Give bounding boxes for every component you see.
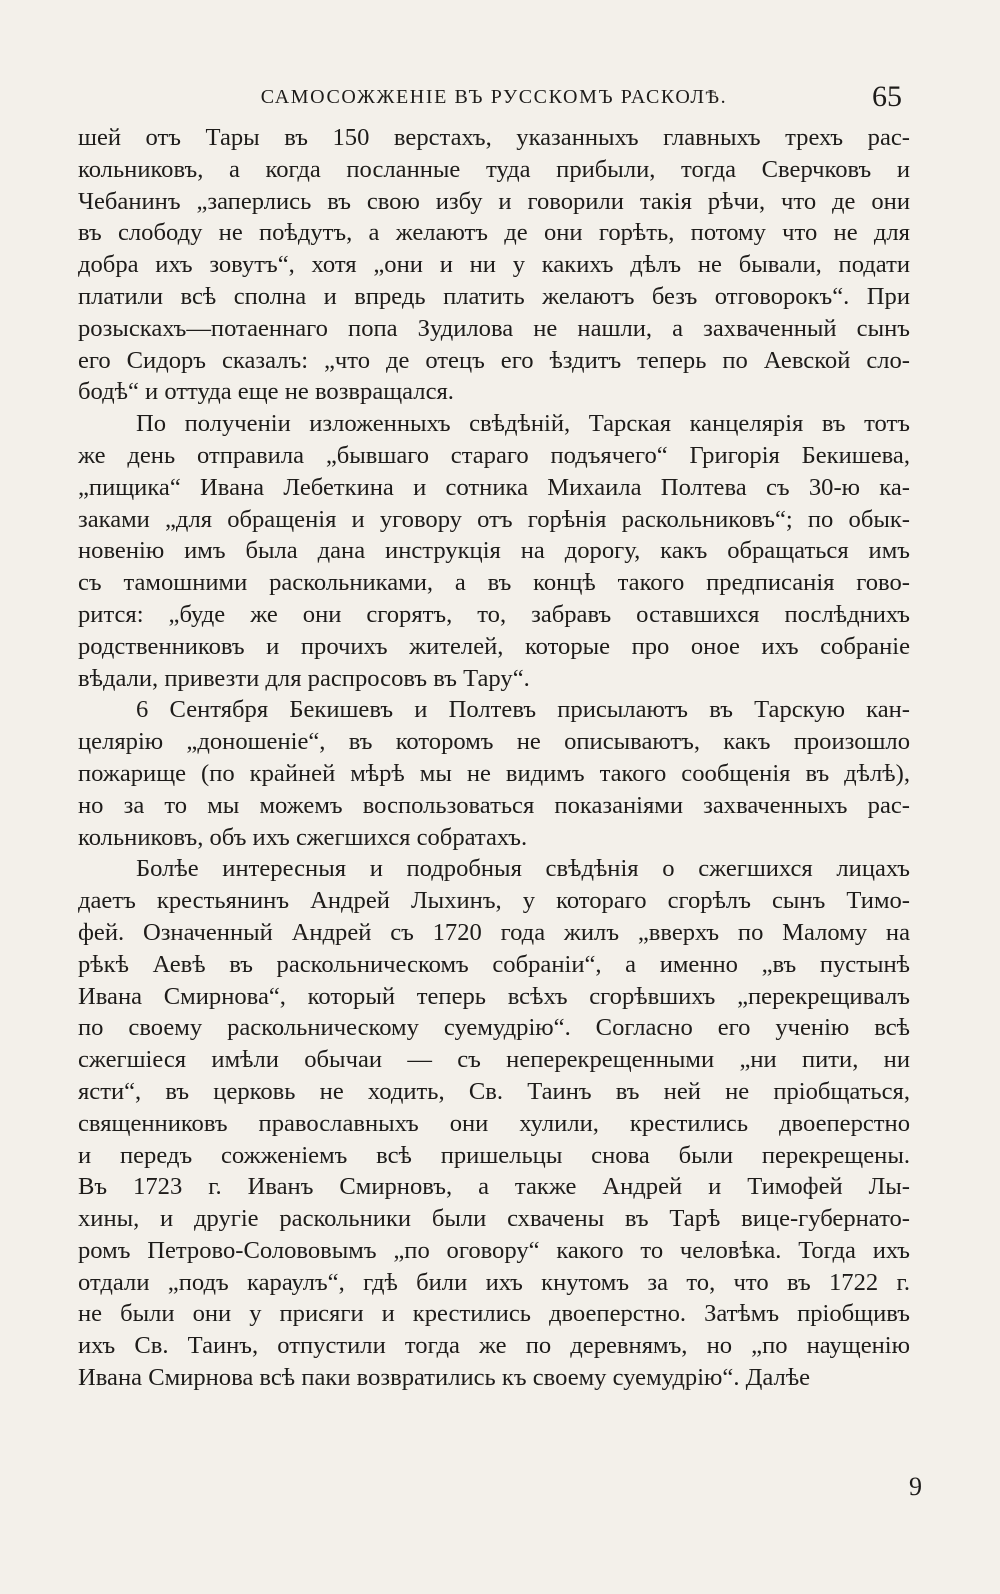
text-line: фей. Означенный Андрей съ 1720 года жилъ „вверхъ по Малому на <box>78 918 910 946</box>
text-line: кольниковъ, объ ихъ сжегшихся собратахъ. <box>78 823 528 851</box>
text-line: целярію „доношеніе“, въ которомъ не описываютъ, какъ произошло <box>78 728 910 756</box>
text-line: Ивана Смирнова“, который теперь всѣхъ сгорѣвшихъ „перекрещивалъ <box>78 982 910 1010</box>
paragraph <box>78 408 910 694</box>
text-line: отдали „подъ караулъ“, гдѣ били ихъ кнутомъ за то, что въ 1722 г. <box>78 1268 910 1296</box>
body-text <box>78 122 910 1394</box>
text-line: платили всѣ сполна и впредь платить желаютъ безъ отговорокъ“. При <box>78 282 910 310</box>
text-line: но за то мы можемъ воспользоваться показаніями захваченныхъ рас- <box>78 791 910 819</box>
text-line: бодѣ“ и оттуда еще не возвращался. <box>78 378 454 406</box>
text-line: сжегшіеся имѣли обычаи — съ неперекрещенными „ни пити, ни <box>78 1046 910 1074</box>
text-line: По полученіи изложенныхъ свѣдѣній, Тарская канцелярія въ тотъ <box>136 410 910 438</box>
text-line: по своему раскольническому суемудрію“. Согласно его ученію всѣ <box>78 1014 910 1042</box>
text-line: и передъ сожженіемъ всѣ пришельцы снова были перекрещены. <box>78 1141 910 1169</box>
text-line: священниковъ православныхъ они хулили, крестились двоеперстно <box>78 1109 910 1137</box>
text-line: пожарище (по крайней мѣрѣ мы не видимъ такого сообщенія въ дѣлѣ), <box>78 759 910 787</box>
text-line: даетъ крестьянинъ Андрей Лыхинъ, у котораго сгорѣлъ сынъ Тимо- <box>78 887 910 915</box>
text-line: не были они у присяги и крестились двоеперстно. Затѣмъ пріобщивъ <box>78 1300 910 1328</box>
text-line: съ тамошними раскольниками, а въ концѣ такого предписанія гово- <box>78 569 910 597</box>
text-line: рѣкѣ Аевѣ въ раскольническомъ собраніи“, а именно „въ пустынѣ <box>78 950 910 978</box>
text-line: ясти“, въ церковь не ходить, Св. Таинъ въ ней не пріобщаться, <box>78 1077 910 1105</box>
printer-signature-mark: 9 <box>909 1472 922 1501</box>
text-line: 6 Сентября Бекишевъ и Полтевъ присылаютъ въ Тарскую кан- <box>136 696 910 724</box>
paragraph <box>78 853 910 1394</box>
text-line: заками „для обращенія и уговору отъ горѣнія раскольниковъ“; по обык- <box>78 505 910 533</box>
text-line: розыскахъ—потаеннаго попа Зудилова не нашли, а захваченный сынъ <box>78 314 910 342</box>
text-line: ромъ Петрово-Солововымъ „по оговору“ какого то человѣка. Тогда ихъ <box>78 1236 910 1264</box>
text-line: рится: „буде же они сгорятъ, то, забравъ оставшихся послѣднихъ <box>78 600 910 628</box>
text-line: Ивана Смирнова всѣ паки возвратились къ своему суемудрію“. Далѣе <box>78 1364 811 1392</box>
running-head <box>78 80 910 122</box>
paragraph <box>78 122 910 408</box>
text-line: Чебанинъ „заперлись въ свою избу и говорили такія рѣчи, что де они <box>78 187 910 215</box>
text-line: вѣдали, привезти для распросовъ въ Тару“. <box>78 664 530 692</box>
text-line: родственниковъ и прочихъ жителей, которые про оное ихъ собраніе <box>78 632 910 660</box>
text-line: новенію имъ была дана инструкція на дорогу, какъ обращаться имъ <box>78 537 910 565</box>
running-title: САМОСОЖЖЕНІЕ ВЪ РУССКОМЪ РАСКОЛѢ. <box>260 86 728 108</box>
text-line: хины, и другіе раскольники были схвачены въ Тарѣ вице-губернато- <box>78 1205 910 1233</box>
text-line: Въ 1723 г. Иванъ Смирновъ, а также Андрей и Тимофей Лы- <box>78 1173 910 1201</box>
book-page <box>78 80 910 1560</box>
text-line: „пищика“ Ивана Лебеткина и сотника Михаила Полтева съ 30-ю ка- <box>78 473 910 501</box>
text-line: ихъ Св. Таинъ, отпустили тогда же по деревнямъ, но „по наущенію <box>78 1332 910 1360</box>
paragraph <box>78 694 910 853</box>
page-number: 65 <box>872 80 902 113</box>
text-line: шей отъ Тары въ 150 верстахъ, указанныхъ главныхъ трехъ рас- <box>78 124 910 151</box>
text-line: кольниковъ, а когда посланные туда прибыли, тогда Сверчковъ и <box>78 155 910 183</box>
text-line: его Сидоръ сказалъ: „что де отецъ его ѣздитъ теперь по Аевской сло- <box>78 346 910 374</box>
text-line: Болѣе интересныя и подробныя свѣдѣнія о сжегшихся лицахъ <box>136 855 910 883</box>
text-line: же день отправила „бывшаго стараго подъячего“ Григорія Бекишева, <box>78 441 910 469</box>
text-line: въ слободу не поѣдутъ, а желаютъ де они горѣть, потому что не для <box>78 219 910 247</box>
text-line: добра ихъ зовутъ“, хотя „они и ни у какихъ дѣлъ не бывали, подати <box>78 251 910 279</box>
